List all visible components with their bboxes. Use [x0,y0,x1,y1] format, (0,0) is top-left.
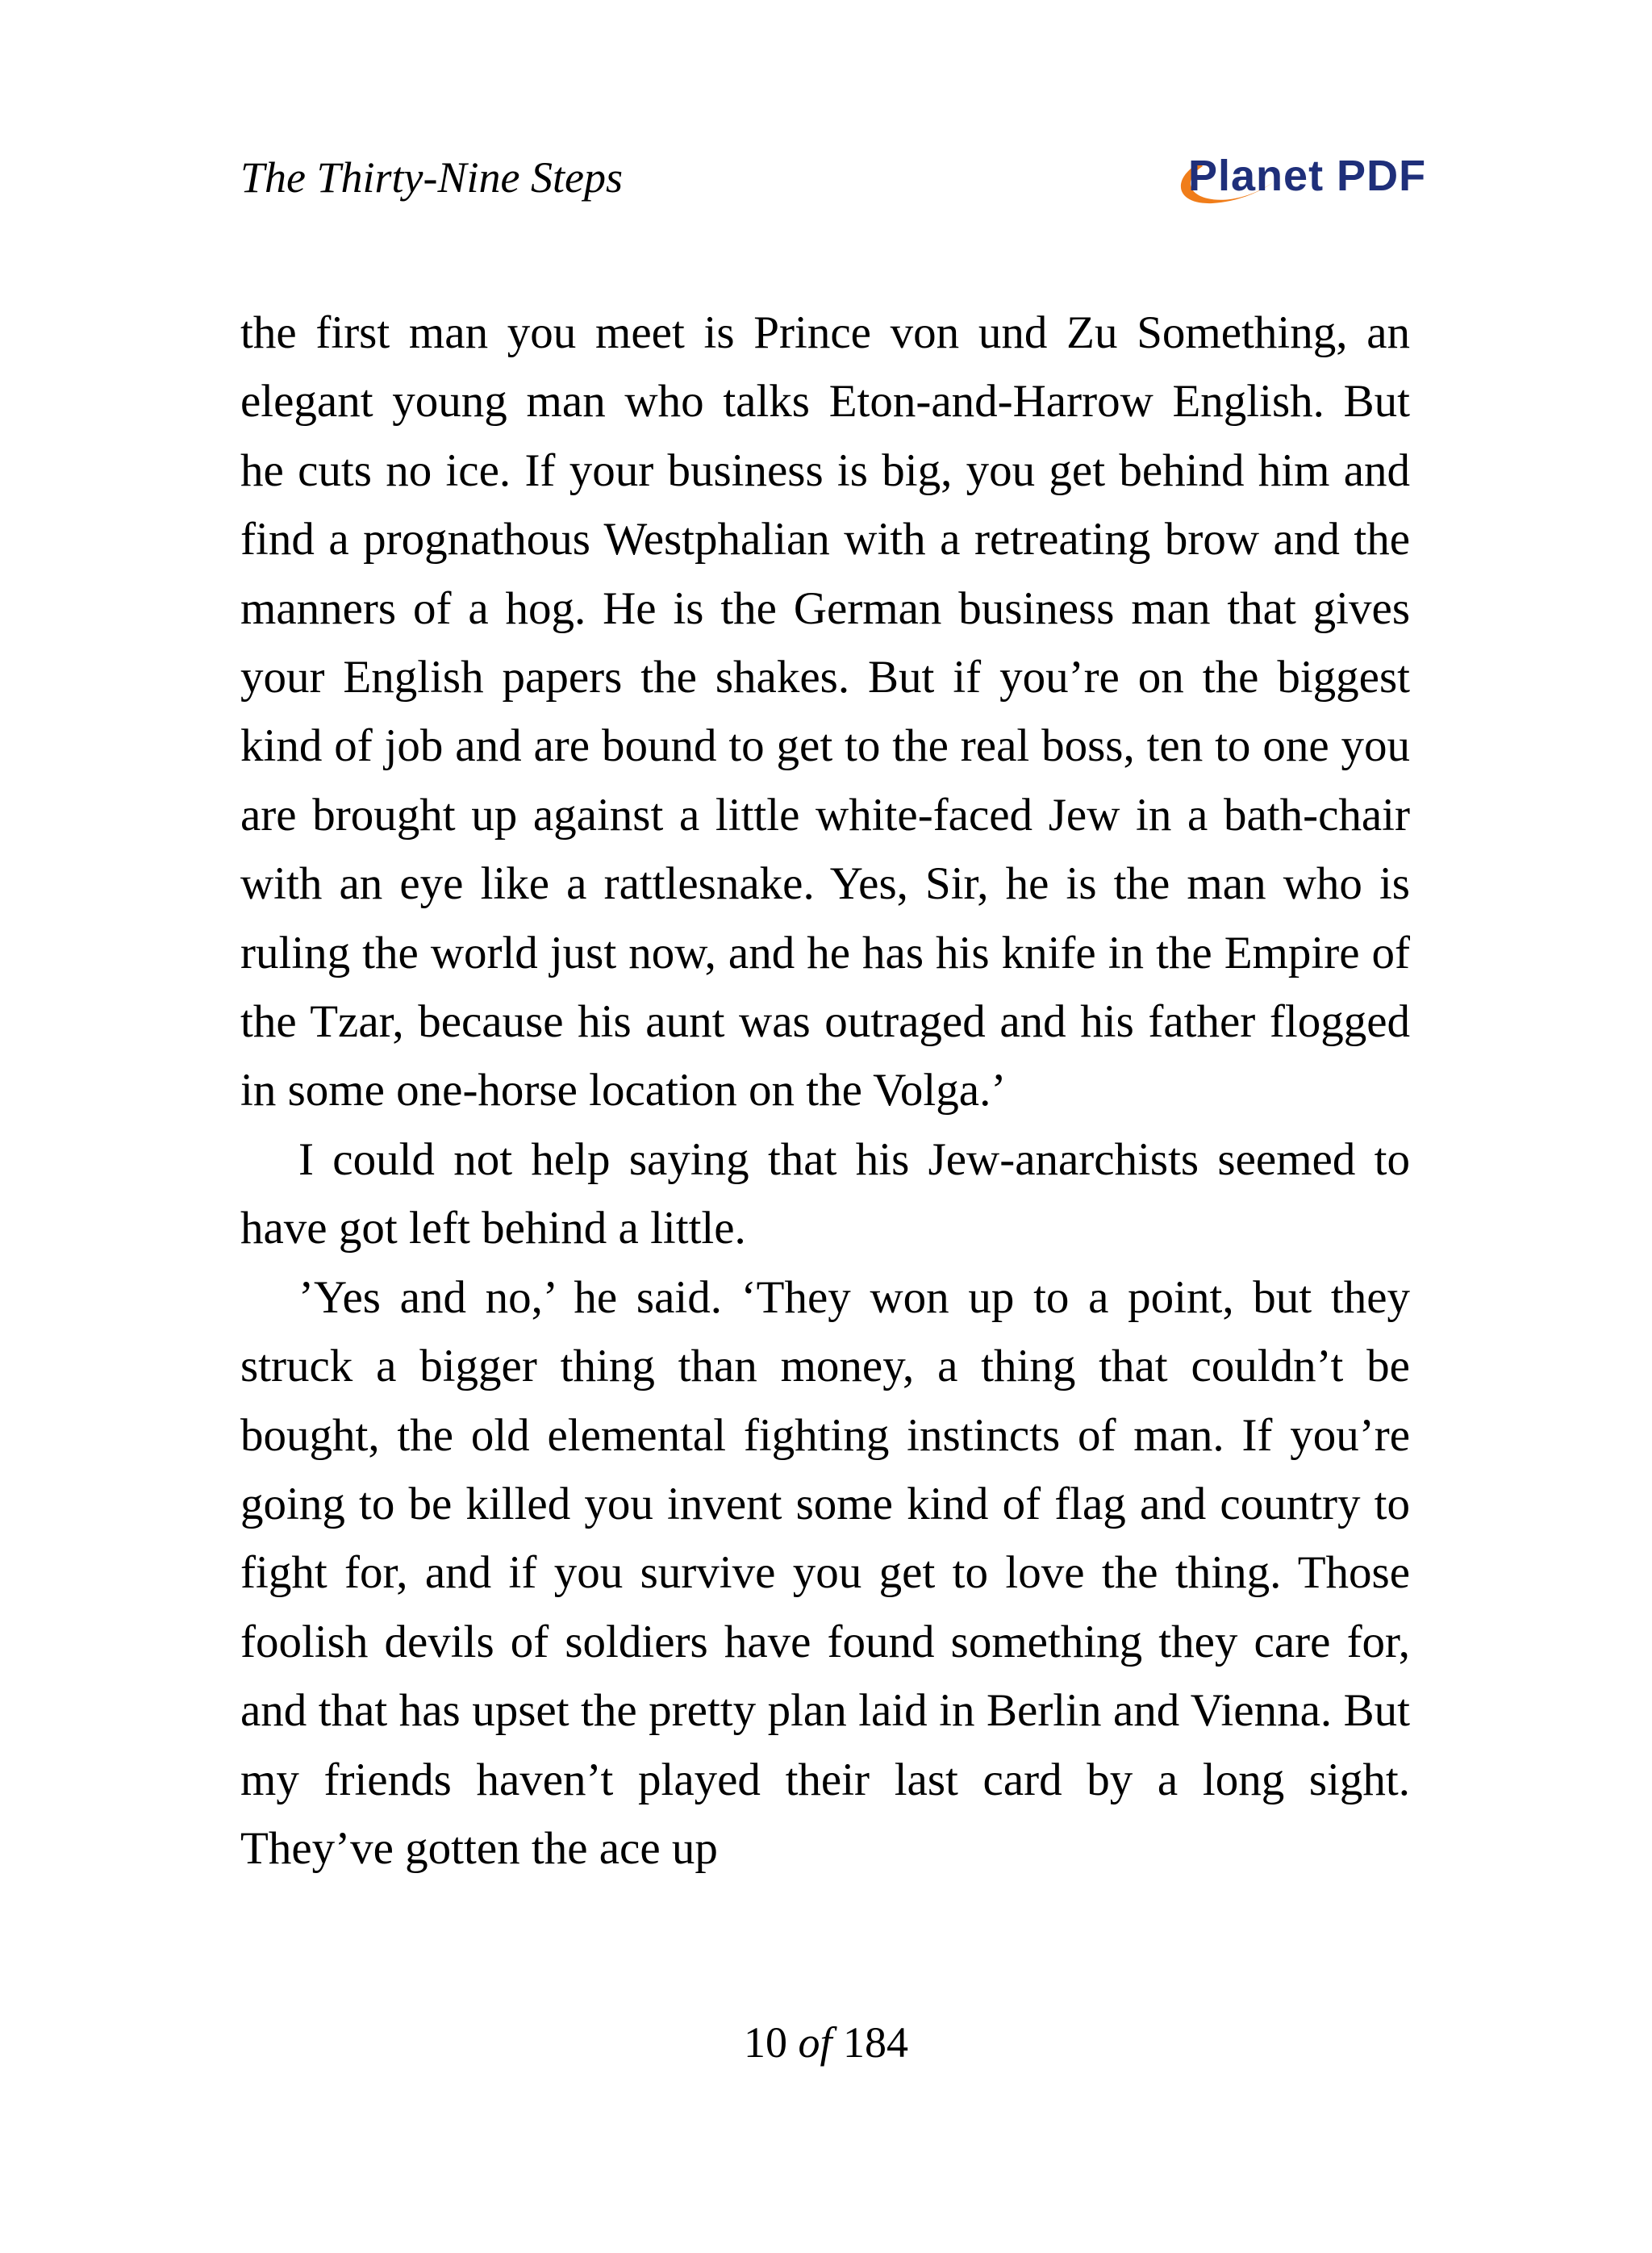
paragraph: I could not help saying that his Jew-anarchists seemed to have got left behind a little. [240,1133,1410,1254]
logo-text: Planet PDF [1188,152,1427,200]
planet-pdf-logo [1166,145,1427,218]
paragraph: the first man you meet is Prince von und Zu Something, an elegant young man who talks Eton-and-Harrow English. But he cuts no ice. If your business is big, you get behind him and find a prognathous Westphalian with a retreating brow and the manners of a hog. He is the German business man that gives your English papers the shakes. But if you’re on the biggest kind of job and are bound to get to the real boss, ten to one you are brought up against a little white-faced Jew in a bath-chair with an eye like a rattlesnake. Yes, Sir, he is the man who is ruling the world just now, and he has his knife in the Empire of the Tzar, because his aunt was outraged and his father flogged in some one-horse location on the Volga.’ [240,307,1410,1116]
page-number [0,2014,1652,2071]
page-body [240,298,1410,1883]
paragraph: ’Yes and no,’ he said. ‘They won up to a point, but they struck a bigger thing than money, a thing that couldn’t be bought, the old elemental fighting instincts of man. If you’re going to be killed you invent some kind of flag and country to fight for, and if you survive you get to love the thing. Those foolish devils of soldiers have found something they care for, and that has upset the pretty plan laid in Berlin and Vienna. But my friends haven’t played their last card by a long sight. They’ve gotten the ace up [240,1271,1410,1874]
page-of: of [798,2018,832,2067]
book-title: The Thirty-Nine Steps [240,153,623,202]
current-page: 10 [743,2018,787,2067]
total-pages: 184 [843,2018,908,2067]
